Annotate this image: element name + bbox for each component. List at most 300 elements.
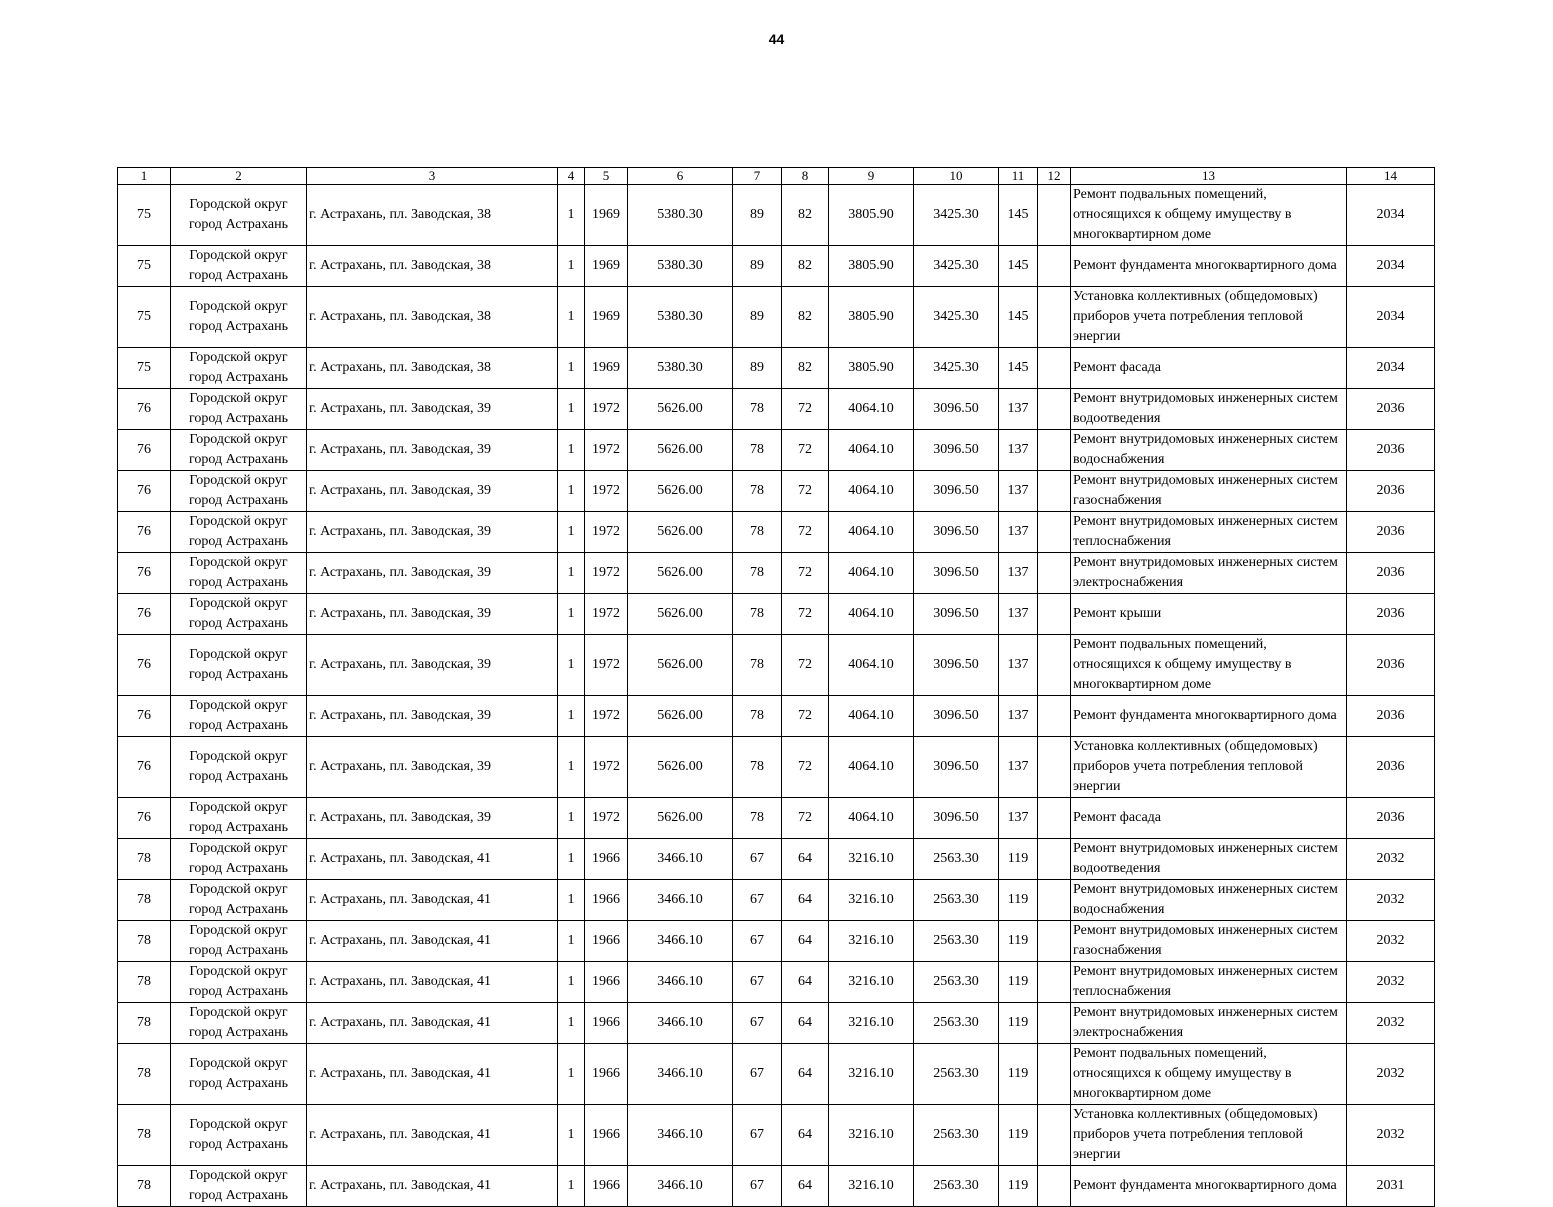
row-number-cell: 75 xyxy=(118,185,171,246)
col7-cell: 89 xyxy=(733,185,782,246)
planned-year-cell: 2036 xyxy=(1347,594,1435,635)
col9-cell: 4064.10 xyxy=(829,635,914,696)
col11-cell: 145 xyxy=(999,185,1038,246)
address-cell: г. Астрахань, пл. Заводская, 38 xyxy=(307,348,558,389)
col9-cell: 3805.90 xyxy=(829,246,914,287)
table-row xyxy=(118,880,1435,921)
col4-cell: 1 xyxy=(558,348,585,389)
col6-cell: 5626.00 xyxy=(628,737,733,798)
work-type-cell: Ремонт подвальных помещений, относящихся к общему имуществу в многоквартирном доме xyxy=(1071,1044,1347,1105)
col7-cell: 89 xyxy=(733,348,782,389)
row-number-cell: 78 xyxy=(118,1044,171,1105)
year-cell: 1969 xyxy=(585,185,628,246)
col6-cell: 3466.10 xyxy=(628,880,733,921)
col6-cell: 5380.30 xyxy=(628,185,733,246)
col9-cell: 3216.10 xyxy=(829,1003,914,1044)
column-header: 10 xyxy=(914,168,999,185)
col6-cell: 5380.30 xyxy=(628,246,733,287)
col11-cell: 119 xyxy=(999,1105,1038,1166)
col4-cell: 1 xyxy=(558,1166,585,1207)
year-cell: 1966 xyxy=(585,1044,628,1105)
col8-cell: 82 xyxy=(782,185,829,246)
col9-cell: 3805.90 xyxy=(829,287,914,348)
col4-cell: 1 xyxy=(558,1003,585,1044)
col8-cell: 64 xyxy=(782,839,829,880)
address-cell: г. Астрахань, пл. Заводская, 39 xyxy=(307,635,558,696)
col6-cell: 5626.00 xyxy=(628,553,733,594)
work-type-cell: Ремонт внутридомовых инженерных систем водоснабжения xyxy=(1071,430,1347,471)
table-row xyxy=(118,389,1435,430)
col10-cell: 3425.30 xyxy=(914,246,999,287)
work-type-cell: Ремонт внутридомовых инженерных систем газоснабжения xyxy=(1071,471,1347,512)
col8-cell: 72 xyxy=(782,430,829,471)
row-number-cell: 76 xyxy=(118,635,171,696)
col4-cell: 1 xyxy=(558,471,585,512)
table-row xyxy=(118,348,1435,389)
address-cell: г. Астрахань, пл. Заводская, 41 xyxy=(307,1044,558,1105)
table-row xyxy=(118,185,1435,246)
col8-cell: 72 xyxy=(782,512,829,553)
col7-cell: 78 xyxy=(733,553,782,594)
col4-cell: 1 xyxy=(558,798,585,839)
col9-cell: 3216.10 xyxy=(829,921,914,962)
planned-year-cell: 2032 xyxy=(1347,839,1435,880)
col11-cell: 137 xyxy=(999,635,1038,696)
col6-cell: 5380.30 xyxy=(628,348,733,389)
planned-year-cell: 2036 xyxy=(1347,553,1435,594)
table-row xyxy=(118,737,1435,798)
year-cell: 1966 xyxy=(585,921,628,962)
year-cell: 1972 xyxy=(585,389,628,430)
col10-cell: 3096.50 xyxy=(914,594,999,635)
col6-cell: 3466.10 xyxy=(628,921,733,962)
col11-cell: 119 xyxy=(999,839,1038,880)
col9-cell: 4064.10 xyxy=(829,512,914,553)
col7-cell: 78 xyxy=(733,430,782,471)
row-number-cell: 75 xyxy=(118,348,171,389)
table-row xyxy=(118,696,1435,737)
planned-year-cell: 2036 xyxy=(1347,798,1435,839)
col9-cell: 4064.10 xyxy=(829,798,914,839)
col8-cell: 64 xyxy=(782,962,829,1003)
col11-cell: 137 xyxy=(999,798,1038,839)
col9-cell: 4064.10 xyxy=(829,737,914,798)
planned-year-cell: 2034 xyxy=(1347,287,1435,348)
col9-cell: 3216.10 xyxy=(829,839,914,880)
col10-cell: 2563.30 xyxy=(914,1044,999,1105)
municipality-cell: Городской округ город Астрахань xyxy=(171,798,307,839)
address-cell: г. Астрахань, пл. Заводская, 39 xyxy=(307,389,558,430)
col10-cell: 3096.50 xyxy=(914,430,999,471)
col4-cell: 1 xyxy=(558,1044,585,1105)
planned-year-cell: 2036 xyxy=(1347,512,1435,553)
address-cell: г. Астрахань, пл. Заводская, 41 xyxy=(307,1166,558,1207)
col12-cell xyxy=(1038,1003,1071,1044)
work-type-cell: Ремонт фундамента многоквартирного дома xyxy=(1071,1166,1347,1207)
col7-cell: 78 xyxy=(733,635,782,696)
municipality-cell: Городской округ город Астрахань xyxy=(171,635,307,696)
col4-cell: 1 xyxy=(558,389,585,430)
col11-cell: 119 xyxy=(999,1166,1038,1207)
year-cell: 1972 xyxy=(585,594,628,635)
column-header: 3 xyxy=(307,168,558,185)
col12-cell xyxy=(1038,430,1071,471)
year-cell: 1966 xyxy=(585,962,628,1003)
col6-cell: 5380.30 xyxy=(628,287,733,348)
year-cell: 1969 xyxy=(585,287,628,348)
column-header: 7 xyxy=(733,168,782,185)
col9-cell: 4064.10 xyxy=(829,389,914,430)
col11-cell: 145 xyxy=(999,348,1038,389)
year-cell: 1972 xyxy=(585,471,628,512)
col4-cell: 1 xyxy=(558,246,585,287)
year-cell: 1972 xyxy=(585,512,628,553)
work-type-cell: Ремонт внутридомовых инженерных систем газоснабжения xyxy=(1071,921,1347,962)
work-type-cell: Ремонт внутридомовых инженерных систем водоотведения xyxy=(1071,839,1347,880)
col11-cell: 119 xyxy=(999,921,1038,962)
col8-cell: 64 xyxy=(782,1044,829,1105)
row-number-cell: 78 xyxy=(118,880,171,921)
col11-cell: 119 xyxy=(999,1003,1038,1044)
row-number-cell: 76 xyxy=(118,389,171,430)
address-cell: г. Астрахань, пл. Заводская, 39 xyxy=(307,594,558,635)
col6-cell: 3466.10 xyxy=(628,1003,733,1044)
col8-cell: 72 xyxy=(782,389,829,430)
column-header: 4 xyxy=(558,168,585,185)
table-row xyxy=(118,798,1435,839)
table-row xyxy=(118,635,1435,696)
work-type-cell: Ремонт внутридомовых инженерных систем электроснабжения xyxy=(1071,1003,1347,1044)
col4-cell: 1 xyxy=(558,839,585,880)
work-type-cell: Ремонт фундамента многоквартирного дома xyxy=(1071,696,1347,737)
col4-cell: 1 xyxy=(558,962,585,1003)
col12-cell xyxy=(1038,1044,1071,1105)
column-header: 5 xyxy=(585,168,628,185)
col4-cell: 1 xyxy=(558,921,585,962)
col7-cell: 78 xyxy=(733,737,782,798)
col4-cell: 1 xyxy=(558,880,585,921)
row-number-cell: 76 xyxy=(118,512,171,553)
table-row xyxy=(118,1166,1435,1207)
municipality-cell: Городской округ город Астрахань xyxy=(171,737,307,798)
col8-cell: 72 xyxy=(782,696,829,737)
planned-year-cell: 2034 xyxy=(1347,246,1435,287)
row-number-cell: 78 xyxy=(118,1105,171,1166)
col7-cell: 78 xyxy=(733,594,782,635)
address-cell: г. Астрахань, пл. Заводская, 38 xyxy=(307,185,558,246)
col7-cell: 67 xyxy=(733,1003,782,1044)
address-cell: г. Астрахань, пл. Заводская, 39 xyxy=(307,553,558,594)
col8-cell: 72 xyxy=(782,553,829,594)
col6-cell: 3466.10 xyxy=(628,839,733,880)
col10-cell: 3096.50 xyxy=(914,696,999,737)
planned-year-cell: 2032 xyxy=(1347,1003,1435,1044)
municipality-cell: Городской округ город Астрахань xyxy=(171,962,307,1003)
table-row xyxy=(118,246,1435,287)
col4-cell: 1 xyxy=(558,512,585,553)
municipality-cell: Городской округ город Астрахань xyxy=(171,512,307,553)
table-row xyxy=(118,1003,1435,1044)
col7-cell: 67 xyxy=(733,1166,782,1207)
municipality-cell: Городской округ город Астрахань xyxy=(171,389,307,430)
column-header: 9 xyxy=(829,168,914,185)
col10-cell: 3096.50 xyxy=(914,389,999,430)
col11-cell: 145 xyxy=(999,246,1038,287)
planned-year-cell: 2032 xyxy=(1347,1105,1435,1166)
col8-cell: 82 xyxy=(782,287,829,348)
address-cell: г. Астрахань, пл. Заводская, 41 xyxy=(307,1105,558,1166)
col7-cell: 67 xyxy=(733,839,782,880)
col9-cell: 4064.10 xyxy=(829,471,914,512)
planned-year-cell: 2032 xyxy=(1347,880,1435,921)
col7-cell: 78 xyxy=(733,798,782,839)
municipality-cell: Городской округ город Астрахань xyxy=(171,348,307,389)
col8-cell: 72 xyxy=(782,471,829,512)
row-number-cell: 78 xyxy=(118,921,171,962)
col8-cell: 64 xyxy=(782,1166,829,1207)
municipality-cell: Городской округ город Астрахань xyxy=(171,594,307,635)
col12-cell xyxy=(1038,185,1071,246)
col6-cell: 5626.00 xyxy=(628,594,733,635)
municipality-cell: Городской округ город Астрахань xyxy=(171,1003,307,1044)
address-cell: г. Астрахань, пл. Заводская, 39 xyxy=(307,737,558,798)
col12-cell xyxy=(1038,287,1071,348)
address-cell: г. Астрахань, пл. Заводская, 38 xyxy=(307,287,558,348)
col11-cell: 137 xyxy=(999,512,1038,553)
planned-year-cell: 2036 xyxy=(1347,430,1435,471)
column-header: 1 xyxy=(118,168,171,185)
table-row xyxy=(118,1044,1435,1105)
col12-cell xyxy=(1038,553,1071,594)
address-cell: г. Астрахань, пл. Заводская, 41 xyxy=(307,962,558,1003)
col8-cell: 64 xyxy=(782,880,829,921)
col9-cell: 3216.10 xyxy=(829,880,914,921)
municipality-cell: Городской округ город Астрахань xyxy=(171,696,307,737)
col7-cell: 67 xyxy=(733,880,782,921)
municipality-cell: Городской округ город Астрахань xyxy=(171,921,307,962)
work-type-cell: Установка коллективных (общедомовых) приборов учета потребления тепловой энергии xyxy=(1071,1105,1347,1166)
column-header: 14 xyxy=(1347,168,1435,185)
work-type-cell: Ремонт внутридомовых инженерных систем электроснабжения xyxy=(1071,553,1347,594)
col8-cell: 82 xyxy=(782,348,829,389)
col8-cell: 64 xyxy=(782,921,829,962)
municipality-cell: Городской округ город Астрахань xyxy=(171,430,307,471)
col4-cell: 1 xyxy=(558,287,585,348)
planned-year-cell: 2034 xyxy=(1347,348,1435,389)
planned-year-cell: 2036 xyxy=(1347,471,1435,512)
col12-cell xyxy=(1038,798,1071,839)
col7-cell: 78 xyxy=(733,389,782,430)
address-cell: г. Астрахань, пл. Заводская, 41 xyxy=(307,1003,558,1044)
col12-cell xyxy=(1038,471,1071,512)
table-row xyxy=(118,1105,1435,1166)
col10-cell: 3096.50 xyxy=(914,798,999,839)
row-number-cell: 75 xyxy=(118,287,171,348)
work-type-cell: Ремонт крыши xyxy=(1071,594,1347,635)
col11-cell: 119 xyxy=(999,880,1038,921)
table-row xyxy=(118,921,1435,962)
col12-cell xyxy=(1038,962,1071,1003)
col11-cell: 137 xyxy=(999,696,1038,737)
col7-cell: 78 xyxy=(733,512,782,553)
address-cell: г. Астрахань, пл. Заводская, 38 xyxy=(307,246,558,287)
col10-cell: 3096.50 xyxy=(914,553,999,594)
work-type-cell: Установка коллективных (общедомовых) приборов учета потребления тепловой энергии xyxy=(1071,287,1347,348)
row-number-cell: 76 xyxy=(118,594,171,635)
row-number-cell: 76 xyxy=(118,696,171,737)
column-header: 2 xyxy=(171,168,307,185)
col12-cell xyxy=(1038,880,1071,921)
col9-cell: 4064.10 xyxy=(829,594,914,635)
col10-cell: 2563.30 xyxy=(914,921,999,962)
col11-cell: 119 xyxy=(999,962,1038,1003)
table-row xyxy=(118,287,1435,348)
planned-year-cell: 2032 xyxy=(1347,962,1435,1003)
col9-cell: 3216.10 xyxy=(829,1105,914,1166)
year-cell: 1972 xyxy=(585,635,628,696)
col11-cell: 119 xyxy=(999,1044,1038,1105)
row-number-cell: 76 xyxy=(118,471,171,512)
col10-cell: 3096.50 xyxy=(914,635,999,696)
table-row xyxy=(118,430,1435,471)
col9-cell: 3805.90 xyxy=(829,185,914,246)
work-type-cell: Ремонт фундамента многоквартирного дома xyxy=(1071,246,1347,287)
column-header: 13 xyxy=(1071,168,1347,185)
repair-schedule-table xyxy=(117,167,1435,1207)
work-type-cell: Ремонт фасада xyxy=(1071,798,1347,839)
address-cell: г. Астрахань, пл. Заводская, 41 xyxy=(307,880,558,921)
col4-cell: 1 xyxy=(558,1105,585,1166)
col9-cell: 4064.10 xyxy=(829,430,914,471)
col10-cell: 2563.30 xyxy=(914,962,999,1003)
planned-year-cell: 2036 xyxy=(1347,635,1435,696)
col4-cell: 1 xyxy=(558,430,585,471)
address-cell: г. Астрахань, пл. Заводская, 39 xyxy=(307,798,558,839)
row-number-cell: 78 xyxy=(118,1166,171,1207)
address-cell: г. Астрахань, пл. Заводская, 39 xyxy=(307,696,558,737)
col11-cell: 137 xyxy=(999,471,1038,512)
work-type-cell: Ремонт внутридомовых инженерных систем водоснабжения xyxy=(1071,880,1347,921)
col7-cell: 78 xyxy=(733,696,782,737)
work-type-cell: Ремонт подвальных помещений, относящихся к общему имуществу в многоквартирном доме xyxy=(1071,185,1347,246)
col11-cell: 137 xyxy=(999,430,1038,471)
col10-cell: 2563.30 xyxy=(914,1003,999,1044)
year-cell: 1972 xyxy=(585,798,628,839)
address-cell: г. Астрахань, пл. Заводская, 41 xyxy=(307,839,558,880)
row-number-cell: 75 xyxy=(118,246,171,287)
table-row xyxy=(118,471,1435,512)
year-cell: 1966 xyxy=(585,1105,628,1166)
table-row xyxy=(118,553,1435,594)
municipality-cell: Городской округ город Астрахань xyxy=(171,185,307,246)
col4-cell: 1 xyxy=(558,594,585,635)
table-body xyxy=(118,185,1435,1207)
planned-year-cell: 2032 xyxy=(1347,1044,1435,1105)
col9-cell: 3216.10 xyxy=(829,962,914,1003)
col7-cell: 89 xyxy=(733,246,782,287)
col6-cell: 5626.00 xyxy=(628,430,733,471)
work-type-cell: Ремонт внутридомовых инженерных систем теплоснабжения xyxy=(1071,512,1347,553)
work-type-cell: Ремонт подвальных помещений, относящихся к общему имуществу в многоквартирном доме xyxy=(1071,635,1347,696)
year-cell: 1966 xyxy=(585,1166,628,1207)
work-type-cell: Ремонт внутридомовых инженерных систем теплоснабжения xyxy=(1071,962,1347,1003)
col10-cell: 2563.30 xyxy=(914,1166,999,1207)
col8-cell: 64 xyxy=(782,1105,829,1166)
page-number: 44 xyxy=(768,31,785,47)
col10-cell: 2563.30 xyxy=(914,1105,999,1166)
col12-cell xyxy=(1038,921,1071,962)
work-type-cell: Ремонт фасада xyxy=(1071,348,1347,389)
planned-year-cell: 2031 xyxy=(1347,1166,1435,1207)
row-number-cell: 76 xyxy=(118,798,171,839)
year-cell: 1972 xyxy=(585,553,628,594)
col9-cell: 4064.10 xyxy=(829,553,914,594)
table-row xyxy=(118,512,1435,553)
col8-cell: 72 xyxy=(782,737,829,798)
address-cell: г. Астрахань, пл. Заводская, 39 xyxy=(307,430,558,471)
municipality-cell: Городской округ город Астрахань xyxy=(171,839,307,880)
municipality-cell: Городской округ город Астрахань xyxy=(171,1166,307,1207)
col11-cell: 137 xyxy=(999,553,1038,594)
col12-cell xyxy=(1038,839,1071,880)
planned-year-cell: 2034 xyxy=(1347,185,1435,246)
col4-cell: 1 xyxy=(558,553,585,594)
col7-cell: 89 xyxy=(733,287,782,348)
col12-cell xyxy=(1038,635,1071,696)
col8-cell: 72 xyxy=(782,798,829,839)
col12-cell xyxy=(1038,246,1071,287)
header-row xyxy=(118,168,1435,185)
municipality-cell: Городской округ город Астрахань xyxy=(171,553,307,594)
municipality-cell: Городской округ город Астрахань xyxy=(171,1105,307,1166)
col12-cell xyxy=(1038,1166,1071,1207)
col6-cell: 3466.10 xyxy=(628,1105,733,1166)
column-header: 12 xyxy=(1038,168,1071,185)
row-number-cell: 76 xyxy=(118,430,171,471)
year-cell: 1966 xyxy=(585,880,628,921)
municipality-cell: Городской округ город Астрахань xyxy=(171,287,307,348)
col12-cell xyxy=(1038,696,1071,737)
year-cell: 1966 xyxy=(585,839,628,880)
column-header: 11 xyxy=(999,168,1038,185)
col6-cell: 3466.10 xyxy=(628,1166,733,1207)
col10-cell: 3096.50 xyxy=(914,512,999,553)
year-cell: 1972 xyxy=(585,737,628,798)
col11-cell: 145 xyxy=(999,287,1038,348)
row-number-cell: 78 xyxy=(118,1003,171,1044)
col6-cell: 5626.00 xyxy=(628,696,733,737)
row-number-cell: 76 xyxy=(118,737,171,798)
col8-cell: 82 xyxy=(782,246,829,287)
row-number-cell: 78 xyxy=(118,962,171,1003)
work-type-cell: Установка коллективных (общедомовых) приборов учета потребления тепловой энергии xyxy=(1071,737,1347,798)
year-cell: 1966 xyxy=(585,1003,628,1044)
col6-cell: 5626.00 xyxy=(628,471,733,512)
work-type-cell: Ремонт внутридомовых инженерных систем водоотведения xyxy=(1071,389,1347,430)
col6-cell: 5626.00 xyxy=(628,635,733,696)
col4-cell: 1 xyxy=(558,696,585,737)
col12-cell xyxy=(1038,1105,1071,1166)
planned-year-cell: 2032 xyxy=(1347,921,1435,962)
col12-cell xyxy=(1038,512,1071,553)
col7-cell: 67 xyxy=(733,1105,782,1166)
col10-cell: 3096.50 xyxy=(914,471,999,512)
col10-cell: 3425.30 xyxy=(914,348,999,389)
col9-cell: 4064.10 xyxy=(829,696,914,737)
col10-cell: 3096.50 xyxy=(914,737,999,798)
col12-cell xyxy=(1038,348,1071,389)
col12-cell xyxy=(1038,389,1071,430)
